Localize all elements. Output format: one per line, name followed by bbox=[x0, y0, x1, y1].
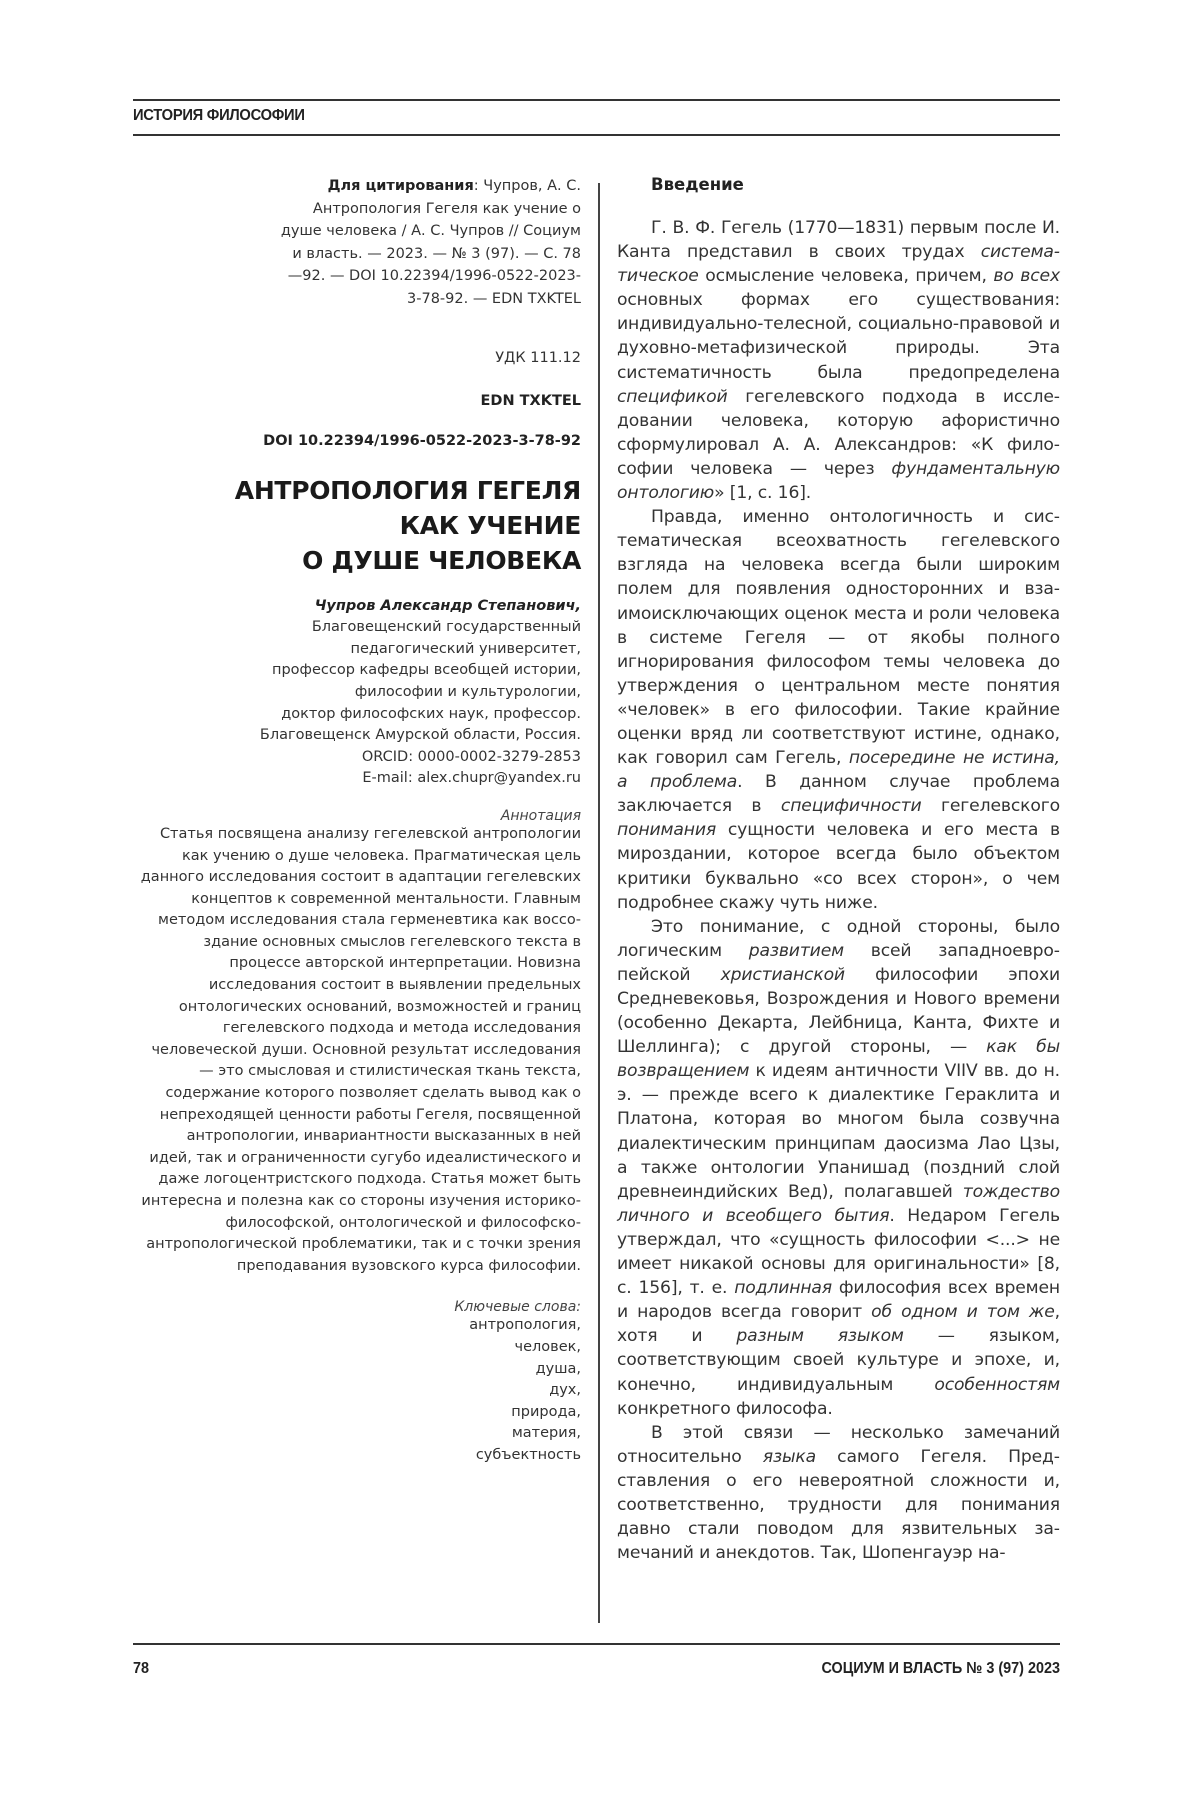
abstract-label: Аннотация bbox=[500, 807, 581, 824]
emphasis-run: языка bbox=[762, 1446, 816, 1467]
emphasis-run: подлинная bbox=[734, 1278, 832, 1299]
email: E-mail: alex.chupr@yandex.ru bbox=[362, 770, 581, 787]
right-column bbox=[617, 175, 1060, 1565]
text-run: осмысление человека, причем, bbox=[698, 266, 994, 287]
text-run: гегелевского bbox=[921, 796, 1060, 817]
emphasis-run: христианской bbox=[720, 964, 845, 985]
emphasis-run: как бы возвращением bbox=[617, 1037, 1060, 1082]
text-run: , хотя и bbox=[617, 1302, 1060, 1347]
text-run: . В данном случае проблема заключается в bbox=[617, 772, 1060, 817]
text-run: всей западноевропейской bbox=[617, 940, 1060, 985]
header-rule-top bbox=[133, 99, 1060, 101]
keywords-label: Ключевые слова: bbox=[454, 1299, 581, 1316]
keyword: дух, bbox=[549, 1382, 581, 1399]
text-run: гегелевского подхода в исследовании человека, которую афористично сформулировал А. А. Александров: «К философии человека — через bbox=[617, 386, 1060, 479]
text-run: » [1, с. 16]. bbox=[714, 483, 812, 504]
emphasis-run: понимания bbox=[617, 820, 717, 841]
emphasis-run: об одном и том же bbox=[871, 1302, 1055, 1323]
emphasis-run: фундаментальную онтологию bbox=[617, 458, 1060, 504]
emphasis-run: посередине не истина, а проблема bbox=[617, 748, 1060, 793]
affiliation-line: философии и культурологии, bbox=[354, 683, 581, 700]
text-run: Правда, именно онтологичность и систематическая всеохватность гегелевского взгляда на человека всегда были широким полем для появления односторонних и взаимоисключающих оценок места и роли человека в системе Гегеля — от якобы полного игнорирования философом темы человека до утверждения о центральном месте понятия «человек» в его философии. Такие крайние оценки вряд ли соответствуют истине, однако, как говорил сам Гегель, bbox=[617, 507, 1060, 769]
emphasis-run: специфичности bbox=[780, 796, 922, 817]
title-line: АНТРОПОЛОГИЯ ГЕГЕЛЯ bbox=[234, 475, 581, 505]
text-run: — языком, соответствующим своей культуре и эпохе, и, конечно, индивидуальным bbox=[617, 1326, 1060, 1395]
author-name: Чупров Александр Степанович, bbox=[314, 597, 581, 614]
emphasis-run: развитием bbox=[748, 940, 844, 961]
body-paragraph bbox=[617, 216, 1060, 505]
affiliation-line: доктор философских наук, профессор. bbox=[281, 705, 581, 722]
text-run: философия всех времен и народов всегда говорит bbox=[617, 1278, 1060, 1323]
abstract-text: Статья посвящена анализу гегелевской антропологии как учению о душе человека. Прагматическая цель данного исследования состоит в адаптации гегелевских концептов к современной ментальности. Главным методом исследования стала герменевтика как воссоздание основных смыслов гегелевского текста в процессе авторской интерпретации. Новизна исследования состоит в выявлении предельных онтологических оснований, возможностей и границ гегелевского подхода и метода исследования человеческой души. Основной результат исследования — это смысловая и стилистическая ткань текста, содержание которого позволяет сделать вывод как о непреходящей ценности работы Гегеля, посвященной антропологии, инвариантности высказанных в ней идей, так и ограниченности сугубо идеалистического и даже логоцентристского подхода. Статья может быть интересна и полезна как со стороны изучения историко-философской, онтологической и философско-антропологической проблематики, так и с точки зрения преподавания вузовского курса философии. bbox=[140, 825, 581, 1274]
text-run: самого Гегеля. Представления о его невероятной сложности и, соответственно, трудности для понимания давно стали поводом для язвительных замечаний и анекдотов. Так, Шопенгауэр на- bbox=[617, 1446, 1060, 1564]
citation bbox=[280, 175, 581, 311]
emphasis-run: разным языком bbox=[736, 1326, 904, 1347]
title-line: О ДУШЕ ЧЕЛОВЕКА bbox=[302, 545, 581, 575]
text-run: философии эпохи Средневековья, Возрождения и Нового времени (особенно Декарта, Лейбница, Канта, Фихте и Шеллинга); с другой стороны, — bbox=[617, 964, 1060, 1058]
citation-text: : Чупров, А. С. Антропология Гегеля как учение о душе человека / А. С. Чупров // Социум и власть. — 2023. — № 3 (97). — С. 78—92. — DOI 10.22394/1996-0522-2023-3-78-92. — EDN TXKTEL bbox=[280, 178, 581, 307]
text-run: . Недаром Гегель утверждал, что «сущность философии <...> не имеет никакой основы для оригинальности» [8, с. 156], т. е. bbox=[617, 1205, 1060, 1299]
text-run: к идеям античности VIIV вв. до н. э. — прежде всего к диалектике Гераклита и Платона, которая во многом была созвучна диалектическим принципам даосизма Лао Цзы, а также онтологии Упанишад (поздний слой древнеиндийских Вед), полагавшей bbox=[617, 1061, 1060, 1202]
emphasis-run: тождество личного и всеобщего бытия bbox=[617, 1181, 1060, 1226]
emphasis-run: во всех bbox=[993, 266, 1060, 287]
text-run: В этой связи — несколько замечаний относительно bbox=[617, 1422, 1060, 1467]
text-run: основных формах его существования: индивидуально-телесной, социально-правовой и духовно-метафизической природы. Эта систематичность была предопределена bbox=[617, 290, 1060, 383]
body-text bbox=[617, 216, 1060, 1565]
left-column bbox=[140, 175, 581, 1467]
body-paragraph bbox=[617, 1421, 1060, 1566]
text-run: Это понимание, с одной стороны, было логическим bbox=[617, 916, 1060, 961]
body-paragraph bbox=[617, 505, 1060, 915]
keyword: человек, bbox=[514, 1338, 581, 1355]
emphasis-run: особенностям bbox=[934, 1374, 1060, 1395]
footer-rule bbox=[133, 1643, 1060, 1645]
keyword: природа, bbox=[511, 1403, 581, 1420]
keyword: антропология, bbox=[469, 1317, 581, 1334]
doi: DOI 10.22394/1996-0522-2023-3-78-92 bbox=[263, 432, 581, 449]
affiliation-line: Благовещенск Амурской области, Россия. bbox=[259, 727, 581, 744]
citation-label: Для цитирования bbox=[327, 178, 474, 194]
udk: УДК 111.12 bbox=[495, 349, 581, 366]
edn: EDN TXKTEL bbox=[480, 392, 581, 409]
column-divider bbox=[598, 183, 600, 1623]
text-run: сущности человека и его места в мироздании, которое всегда было объектом критики буквально «со всех сторон», о чем подробнее скажу чуть ниже. bbox=[617, 820, 1060, 913]
affiliation-line: Благовещенский государственный bbox=[311, 619, 581, 636]
title-line: КАК УЧЕНИЕ bbox=[399, 510, 581, 540]
keyword: субъектность bbox=[475, 1446, 581, 1463]
text-run: конкретного философа. bbox=[617, 1398, 833, 1419]
affiliation-line: профессор кафедры всеобщей истории, bbox=[272, 662, 581, 679]
keyword: материя, bbox=[511, 1425, 581, 1442]
header-rule-bottom bbox=[133, 134, 1060, 136]
journal-name: СОЦИУМ И ВЛАСТЬ № 3 (97) 2023 bbox=[821, 1660, 1060, 1677]
keywords-list bbox=[140, 1315, 581, 1466]
section-title: Введение bbox=[651, 175, 744, 194]
text-run: Г. В. Ф. Гегель (1770—1831) первым после И. Канта представил в своих трудах bbox=[617, 218, 1060, 263]
author-block bbox=[140, 596, 581, 790]
affiliation-line: педагогический университет, bbox=[350, 640, 581, 657]
body-paragraph bbox=[617, 915, 1060, 1421]
emphasis-run: спецификой bbox=[617, 386, 728, 407]
page-number: 78 bbox=[133, 1660, 150, 1677]
emphasis-run: систематическое bbox=[617, 242, 1060, 287]
orcid: ORCID: 0000-0002-3279-2853 bbox=[361, 748, 581, 765]
keyword: душа, bbox=[535, 1360, 581, 1377]
article-title bbox=[140, 473, 581, 578]
running-head: ИСТОРИЯ ФИЛОСОФИИ bbox=[133, 107, 305, 124]
